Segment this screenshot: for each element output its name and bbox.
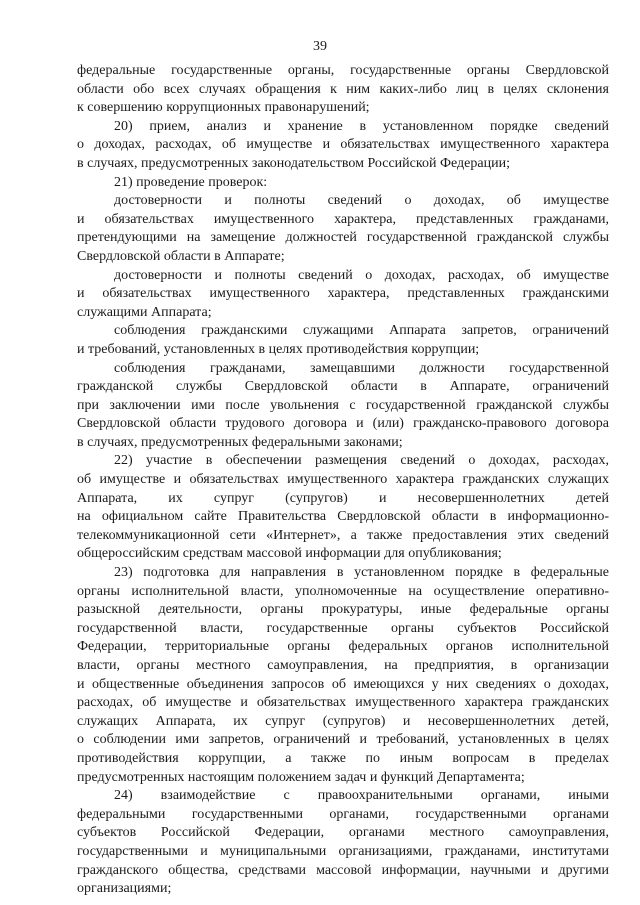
document-body: [77, 62, 609, 899]
text-line: достоверности и полноты сведений о доходах, расходах, об имуществе: [114, 267, 609, 283]
text-line: государственной власти, государственные органы субъектов Российской: [77, 620, 609, 636]
text-line: гражданского общества, средствами массовой информации, научными и другими: [77, 862, 609, 878]
text-line: гражданской службы Свердловской области в Аппарате, ограничений: [77, 379, 609, 395]
text-line: Свердловской области трудового договора и (или) гражданско-правового договора: [77, 416, 609, 432]
text-line: субъектов Российской Федерации, органами местного самоуправления,: [77, 825, 609, 841]
text-line: достоверности и полноты сведений о доходах, об имуществе: [114, 193, 609, 209]
paragraph: [77, 174, 609, 193]
text-line: разыскной деятельности, органы прокуратуры, иные федеральные органы: [77, 602, 609, 618]
text-line: Федерации, территориальные органы федеральных органов исполнительной: [77, 639, 609, 655]
text-line: 24) взаимодействие с правоохранительными органами, иными: [114, 788, 609, 804]
text-line: власти, органы местного самоуправления, на предприятия, в организации: [77, 658, 609, 673]
text-line: Свердловской области в Аппарате;: [77, 248, 285, 264]
paragraph: [77, 564, 609, 787]
text-line: противодействия коррупции, а также по иным вопросам в пределах: [77, 750, 609, 766]
text-line: Аппарата, их супруг (супругов) и несовершеннолетних детей: [77, 490, 609, 506]
text-line: 22) участие в обеспечении размещения сведений о доходах, расходах,: [114, 453, 609, 469]
text-line: области обо всех случаях обращения к ним каких-либо лиц в целях склонения: [77, 81, 609, 97]
text-line: соблюдения гражданскими служащими Аппарата запретов, ограничений: [114, 323, 609, 339]
text-line: соблюдения гражданами, замещавшими должности государственной: [114, 360, 609, 376]
text-line: претендующими на замещение должностей государственной гражданской службы: [77, 230, 609, 246]
text-line: 20) прием, анализ и хранение в установленном порядке сведений: [114, 118, 609, 134]
text-line: и обязательствах имущественного характера, представленных гражданами,: [77, 211, 609, 227]
paragraph: [77, 360, 609, 453]
text-line: служащих Аппарата, их супруг (супругов) и несовершеннолетних детей,: [77, 713, 609, 729]
text-line: в случаях, предусмотренных федеральными законами;: [77, 434, 403, 450]
text-line: о соблюдении ими запретов, ограничений и требований, установленных в целях: [77, 732, 609, 748]
text-line: предусмотренных настоящим положением задач и функций Департамента;: [77, 769, 525, 785]
paragraph: [77, 322, 609, 359]
text-line: служащими Аппарата;: [77, 304, 212, 320]
text-line: органы исполнительной власти, уполномоченные на осуществление оперативно-: [77, 583, 609, 599]
paragraph: [77, 267, 609, 323]
text-line: 23) подготовка для направления в установленном порядке в федеральные: [114, 565, 609, 581]
paragraph: [77, 62, 609, 118]
text-line: организациями;: [77, 881, 172, 897]
text-line: расходах, об имуществе и обязательствах имущественного характера гражданских: [77, 695, 609, 711]
text-line: об имуществе и обязательствах имущественного характера гражданских служащих: [77, 472, 609, 488]
text-line: к совершению коррупционных правонарушений;: [77, 100, 370, 116]
text-line: 21) проведение проверок:: [114, 174, 268, 190]
text-line: общероссийским средствам массовой информации для опубликования;: [77, 546, 502, 562]
paragraph: [77, 452, 609, 564]
text-line: федеральные государственные органы, государственные органы Свердловской: [77, 63, 609, 78]
text-line: государственными и муниципальными организациями, гражданами, институтами: [77, 843, 609, 859]
text-line: при заключении ими после увольнения с государственной гражданской службы: [77, 397, 609, 413]
paragraph: [77, 118, 609, 174]
page-number: 39: [313, 39, 327, 54]
paragraph: [77, 192, 609, 266]
paragraph: [77, 787, 609, 899]
text-line: и обязательствах имущественного характера, представленных гражданскими: [77, 286, 609, 302]
text-line: и общественные объединения запросов об имеющихся у них сведениях о доходах,: [77, 676, 609, 692]
text-line: на официальном сайте Правительства Свердловской области в информационно-: [77, 509, 609, 525]
text-line: о доходах, расходах, об имуществе и обязательствах имущественного характера: [77, 137, 609, 153]
text-line: и требований, установленных в целях противодействия коррупции;: [77, 341, 480, 357]
text-line: в случаях, предусмотренных законодательством Российской Федерации;: [77, 155, 510, 171]
text-line: федеральными государственными органами, государственными органами: [77, 806, 609, 822]
text-line: телекоммуникационной сети «Интернет», а также предоставления этих сведений: [77, 527, 609, 543]
